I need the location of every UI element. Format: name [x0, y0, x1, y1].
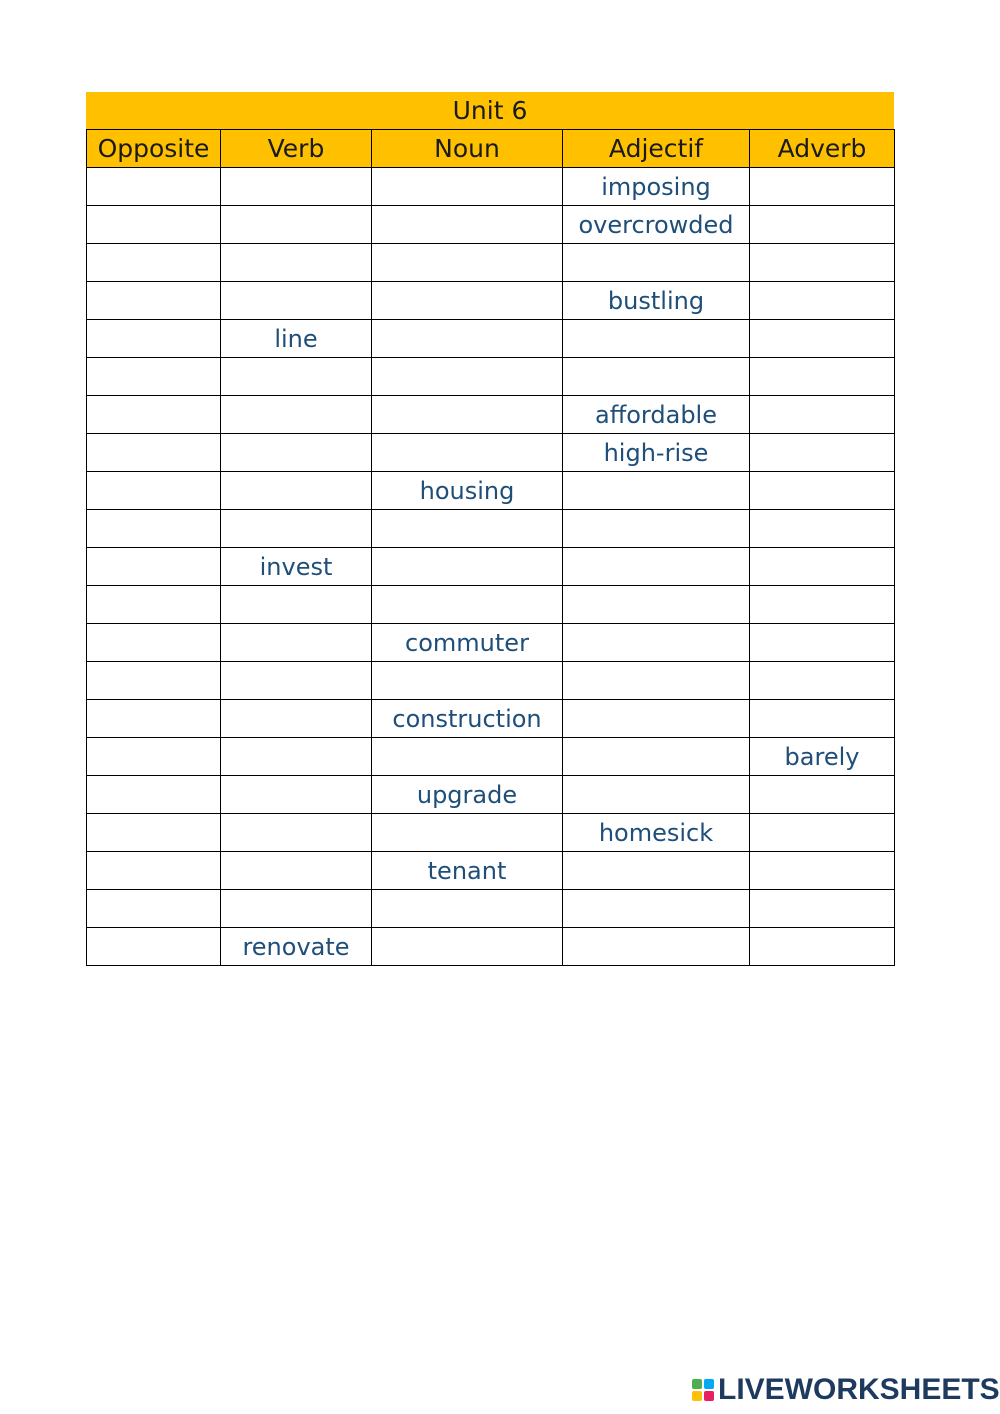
table-row [87, 928, 895, 966]
blank-cell-adverb[interactable] [750, 586, 895, 624]
blank-cell-opposite[interactable] [87, 928, 221, 966]
table-row [87, 814, 895, 852]
table-row [87, 282, 895, 320]
unit-title: Unit 6 [86, 92, 894, 129]
blank-cell-adverb[interactable] [750, 624, 895, 662]
blank-cell-adjectif[interactable] [563, 890, 750, 928]
word-cell-adjectif: high-rise [563, 434, 750, 472]
blank-cell-noun[interactable] [372, 244, 563, 282]
blank-cell-opposite[interactable] [87, 396, 221, 434]
table-row [87, 662, 895, 700]
blank-cell-verb[interactable] [221, 396, 372, 434]
word-cell-adjectif: overcrowded [563, 206, 750, 244]
blank-cell-verb[interactable] [221, 776, 372, 814]
blank-cell-adjectif[interactable] [563, 358, 750, 396]
blank-cell-adverb[interactable] [750, 206, 895, 244]
table-row [87, 434, 895, 472]
table-row [87, 890, 895, 928]
blank-cell-adverb[interactable] [750, 244, 895, 282]
table-row [87, 396, 895, 434]
blank-cell-verb[interactable] [221, 586, 372, 624]
blank-cell-noun[interactable] [372, 586, 563, 624]
word-cell-verb: invest [221, 548, 372, 586]
blank-cell-adjectif[interactable] [563, 852, 750, 890]
blank-cell-adjectif[interactable] [563, 510, 750, 548]
word-cell-adjectif: bustling [563, 282, 750, 320]
blank-cell-adverb[interactable] [750, 700, 895, 738]
blank-cell-verb[interactable] [221, 890, 372, 928]
blank-cell-opposite[interactable] [87, 358, 221, 396]
blank-cell-opposite[interactable] [87, 548, 221, 586]
column-header-verb: Verb [221, 130, 372, 168]
blank-cell-verb[interactable] [221, 434, 372, 472]
blank-cell-noun[interactable] [372, 434, 563, 472]
blank-cell-opposite[interactable] [87, 852, 221, 890]
blank-cell-adjectif[interactable] [563, 738, 750, 776]
word-cell-adjectif: homesick [563, 814, 750, 852]
blank-cell-verb[interactable] [221, 472, 372, 510]
blank-cell-noun[interactable] [372, 814, 563, 852]
word-cell-adjectif: affordable [563, 396, 750, 434]
blank-cell-adverb[interactable] [750, 358, 895, 396]
blank-cell-noun[interactable] [372, 928, 563, 966]
blank-cell-adjectif[interactable] [563, 776, 750, 814]
blank-cell-adjectif[interactable] [563, 548, 750, 586]
blank-cell-adverb[interactable] [750, 852, 895, 890]
word-cell-noun: construction [372, 700, 563, 738]
word-cell-adjectif: imposing [563, 168, 750, 206]
table-row [87, 738, 895, 776]
column-header-adverb: Adverb [750, 130, 895, 168]
blank-cell-noun[interactable] [372, 738, 563, 776]
blank-cell-verb[interactable] [221, 738, 372, 776]
liveworksheets-logo-icon [692, 1379, 714, 1401]
blank-cell-adjectif[interactable] [563, 928, 750, 966]
blank-cell-opposite[interactable] [87, 624, 221, 662]
blank-cell-opposite[interactable] [87, 168, 221, 206]
blank-cell-opposite[interactable] [87, 206, 221, 244]
table-row [87, 700, 895, 738]
table-row [87, 206, 895, 244]
blank-cell-opposite[interactable] [87, 320, 221, 358]
blank-cell-opposite[interactable] [87, 586, 221, 624]
blank-cell-opposite[interactable] [87, 510, 221, 548]
blank-cell-noun[interactable] [372, 510, 563, 548]
header-row [87, 130, 895, 168]
blank-cell-adverb[interactable] [750, 814, 895, 852]
blank-cell-adjectif[interactable] [563, 472, 750, 510]
table-body [87, 168, 895, 966]
blank-cell-adverb[interactable] [750, 434, 895, 472]
blank-cell-adjectif[interactable] [563, 700, 750, 738]
blank-cell-adverb[interactable] [750, 396, 895, 434]
blank-cell-noun[interactable] [372, 282, 563, 320]
blank-cell-noun[interactable] [372, 890, 563, 928]
blank-cell-opposite[interactable] [87, 738, 221, 776]
blank-cell-adjectif[interactable] [563, 586, 750, 624]
blank-cell-noun[interactable] [372, 548, 563, 586]
blank-cell-adjectif[interactable] [563, 244, 750, 282]
table-row [87, 510, 895, 548]
blank-cell-verb[interactable] [221, 206, 372, 244]
logo-text: LIVEWORKSHEETS [718, 1373, 1000, 1406]
blank-cell-verb[interactable] [221, 624, 372, 662]
table-row [87, 852, 895, 890]
word-forms-table [86, 129, 895, 966]
blank-cell-verb[interactable] [221, 814, 372, 852]
blank-cell-opposite[interactable] [87, 776, 221, 814]
table-row [87, 624, 895, 662]
blank-cell-verb[interactable] [221, 852, 372, 890]
table-row [87, 320, 895, 358]
blank-cell-adjectif[interactable] [563, 624, 750, 662]
column-header-noun: Noun [372, 130, 563, 168]
blank-cell-opposite[interactable] [87, 890, 221, 928]
worksheet [86, 92, 894, 966]
blank-cell-adverb[interactable] [750, 510, 895, 548]
word-cell-noun: commuter [372, 624, 563, 662]
blank-cell-adverb[interactable] [750, 890, 895, 928]
blank-cell-adverb[interactable] [750, 776, 895, 814]
blank-cell-adjectif[interactable] [563, 662, 750, 700]
blank-cell-noun[interactable] [372, 168, 563, 206]
blank-cell-noun[interactable] [372, 358, 563, 396]
blank-cell-adverb[interactable] [750, 928, 895, 966]
column-header-opposite: Opposite [87, 130, 221, 168]
blank-cell-verb[interactable] [221, 662, 372, 700]
table-row [87, 244, 895, 282]
blank-cell-opposite[interactable] [87, 662, 221, 700]
liveworksheets-logo [692, 1374, 1000, 1406]
blank-cell-adverb[interactable] [750, 662, 895, 700]
word-cell-noun: tenant [372, 852, 563, 890]
blank-cell-adverb[interactable] [750, 282, 895, 320]
word-cell-adverb: barely [750, 738, 895, 776]
blank-cell-noun[interactable] [372, 320, 563, 358]
blank-cell-adverb[interactable] [750, 320, 895, 358]
blank-cell-opposite[interactable] [87, 244, 221, 282]
blank-cell-adverb[interactable] [750, 168, 895, 206]
blank-cell-noun[interactable] [372, 206, 563, 244]
blank-cell-verb[interactable] [221, 700, 372, 738]
blank-cell-verb[interactable] [221, 244, 372, 282]
blank-cell-adverb[interactable] [750, 548, 895, 586]
blank-cell-noun[interactable] [372, 396, 563, 434]
blank-cell-adverb[interactable] [750, 472, 895, 510]
table-row [87, 472, 895, 510]
word-cell-verb: line [221, 320, 372, 358]
blank-cell-opposite[interactable] [87, 814, 221, 852]
blank-cell-verb[interactable] [221, 168, 372, 206]
word-cell-verb: renovate [221, 928, 372, 966]
blank-cell-adjectif[interactable] [563, 320, 750, 358]
blank-cell-noun[interactable] [372, 662, 563, 700]
table-row [87, 586, 895, 624]
blank-cell-opposite[interactable] [87, 282, 221, 320]
blank-cell-verb[interactable] [221, 358, 372, 396]
blank-cell-opposite[interactable] [87, 434, 221, 472]
blank-cell-verb[interactable] [221, 282, 372, 320]
blank-cell-opposite[interactable] [87, 472, 221, 510]
word-cell-noun: housing [372, 472, 563, 510]
table-row [87, 776, 895, 814]
blank-cell-opposite[interactable] [87, 700, 221, 738]
word-cell-noun: upgrade [372, 776, 563, 814]
column-header-adjectif: Adjectif [563, 130, 750, 168]
table-row [87, 358, 895, 396]
blank-cell-verb[interactable] [221, 510, 372, 548]
table-row [87, 548, 895, 586]
table-row [87, 168, 895, 206]
